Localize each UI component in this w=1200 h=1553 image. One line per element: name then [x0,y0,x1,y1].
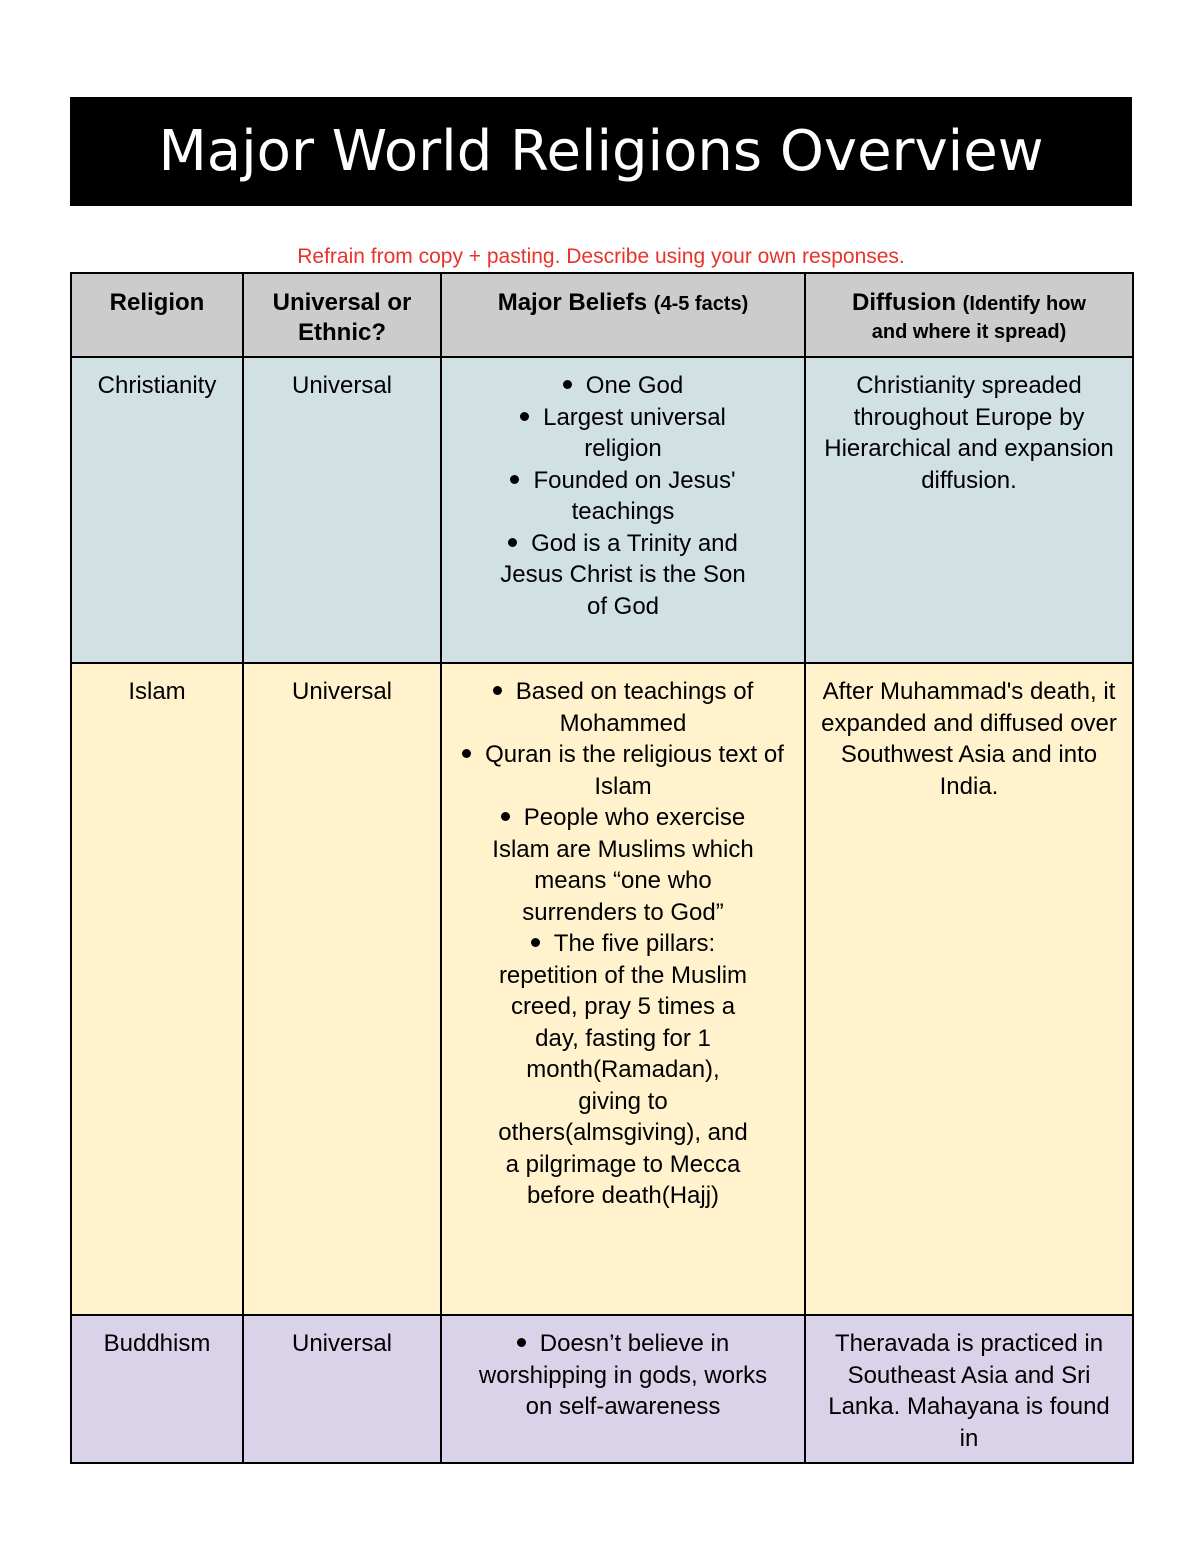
list-item: Based on teachings of Mohammed [448,676,798,739]
bullet-icon [493,686,502,695]
cell-type: Universal [243,663,441,1315]
list-item: Doesn’t believe in worshipping in gods, works on self-awareness [478,1330,768,1420]
bullet-icon [520,412,529,421]
table-header-row [71,273,1133,357]
list-item: People who exercise Islam are Muslims which means “one who surrenders to God” [492,804,754,926]
beliefs-list [448,676,798,1212]
bullet-icon [531,938,540,947]
cell-beliefs [441,1315,805,1463]
list-item: The five pillars: repetition of the Muslim creed, pray 5 times a day, fasting for 1 month(Ramadan), giving to others(almsgiving), and a pilgrimage to Mecca before death(Hajj) [498,930,748,1209]
list-item: Founded on Jesus' teachings [448,465,798,528]
table-row [71,663,1133,1315]
page-title: Major World Religions Overview [158,119,1044,184]
header-beliefs-hint: (4-5 facts) [653,293,749,315]
title-banner [70,97,1132,206]
header-religion: Religion [71,273,243,357]
cell-type: Universal [243,1315,441,1463]
header-beliefs: Major Beliefs (4-5 facts) [441,273,805,357]
cell-religion: Buddhism [71,1315,243,1463]
header-type: Universal or Ethnic? [243,273,441,357]
header-diffusion-hint: (Identify how [962,293,1086,315]
list-item: Largest universal religion [448,402,798,465]
bullet-icon [501,812,510,821]
cell-religion: Christianity [71,357,243,663]
beliefs-list [448,1328,798,1423]
cell-type: Universal [243,357,441,663]
beliefs-list [448,370,798,622]
bullet-icon [462,749,471,758]
religions-table [70,272,1134,1464]
cell-beliefs [441,357,805,663]
bullet-icon [510,475,519,484]
table-row [71,357,1133,663]
list-item: Quran is the religious text of Islam [448,739,798,802]
list-item: God is a Trinity and Jesus Christ is the Son of God [500,529,746,620]
cell-religion: Islam [71,663,243,1315]
cell-diffusion: Theravada is practiced in Southeast Asia and Sri Lanka. Mahayana is found in [805,1315,1133,1463]
header-diffusion-hint-2: and where it spread) [871,321,1067,343]
cell-diffusion: After Muhammad's death, it expanded and diffused over Southwest Asia and into India. [805,663,1133,1315]
cell-beliefs [441,663,805,1315]
bullet-icon [563,380,572,389]
list-item: One God [448,370,798,402]
cell-diffusion: Christianity spreaded throughout Europe by Hierarchical and expansion diffusion. [805,357,1133,663]
instruction-note: Refrain from copy + pasting. Describe using your own responses. [297,245,905,268]
header-diffusion: Diffusion (Identify how and where it spread) [805,273,1133,357]
bullet-icon [517,1338,526,1347]
table-row [71,1315,1133,1463]
bullet-icon [508,538,517,547]
